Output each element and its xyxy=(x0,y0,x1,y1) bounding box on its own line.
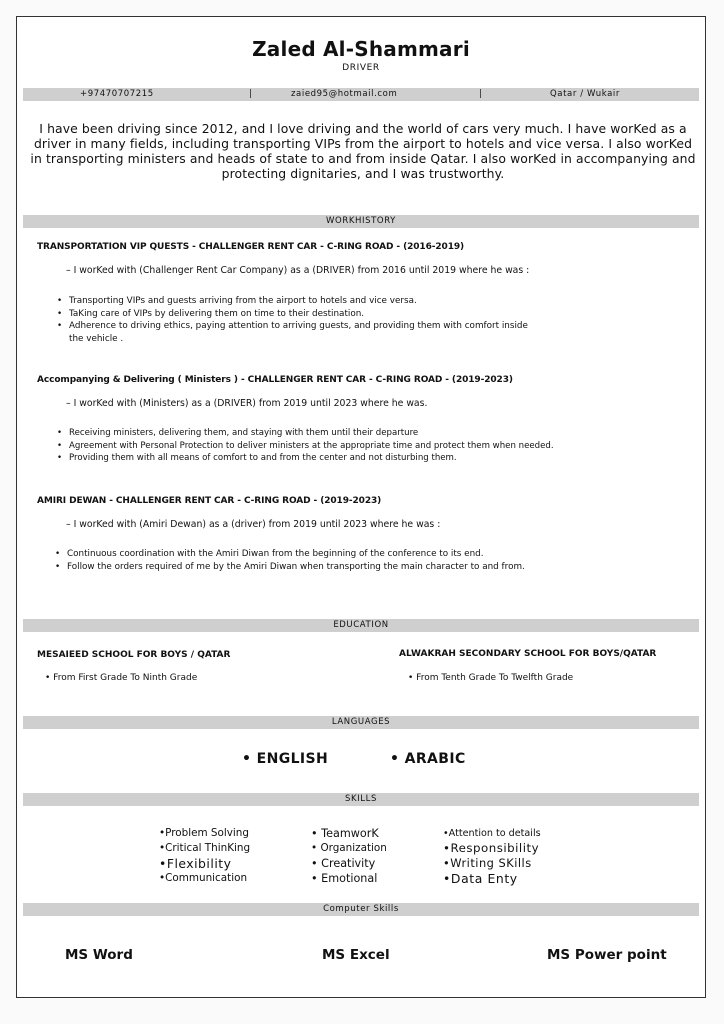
section-header-work-history: WORKHISTORY xyxy=(23,215,699,228)
skill-item: • Organization xyxy=(311,842,387,854)
resume-page xyxy=(16,16,706,998)
list-item: • Adherence to driving ethics, paying attention to arriving guests, and providing them with comfort inside the vehicle . xyxy=(57,320,537,345)
location: Qatar / Wukair xyxy=(550,89,620,99)
skill-item: •Communication xyxy=(159,872,248,884)
skill-label: Organization xyxy=(320,842,387,854)
skill-label: Writing SKills xyxy=(450,856,532,870)
computer-skill-word: MS Word xyxy=(65,947,133,963)
contact-separator-2: | xyxy=(479,89,483,99)
job-intro: – I worKed with (Amiri Dewan) as a (driver) from 2019 until 2023 where he was : xyxy=(66,519,441,530)
skill-item: • Creativity xyxy=(311,857,376,870)
job-bullets xyxy=(55,548,655,573)
list-item: • Providing them with all means of comfort to and from the center and not disturbing them. xyxy=(57,452,697,465)
section-header-education: EDUCATION xyxy=(23,619,699,632)
school-name: ALWAKRAH SECONDARY SCHOOL FOR BOYS/QATAR xyxy=(399,649,657,659)
skill-label: Data Enty xyxy=(450,871,518,886)
section-header-skills: SKILLS xyxy=(23,793,699,806)
list-item: • Receiving ministers, delivering them, and staying with them until their departure xyxy=(57,427,697,440)
list-item: • Continuous coordination with the Amiri Diwan from the beginning of the conference to its end. xyxy=(55,548,655,561)
language-label: ENGLISH xyxy=(256,751,329,767)
skill-item: • Emotional xyxy=(311,872,378,885)
job-bullets xyxy=(57,295,537,345)
skill-item: •Writing SKills xyxy=(443,856,532,870)
contact-separator-1: | xyxy=(249,89,253,99)
education-detail-text: From Tenth Grade To Twelfth Grade xyxy=(416,673,574,683)
skills-column-3 xyxy=(443,826,541,886)
skill-label: TeamworK xyxy=(321,827,379,840)
computer-skill-excel: MS Excel xyxy=(322,947,390,963)
skills-column-1 xyxy=(159,826,250,886)
skill-item: •Critical ThinKing xyxy=(159,842,251,854)
job-bullets xyxy=(57,427,697,465)
job-title: AMIRI DEWAN - CHALLENGER RENT CAR - C-RING ROAD - (2019-2023) xyxy=(37,496,382,506)
skill-label: Flexibility xyxy=(166,856,232,871)
job-intro: – I worKed with (Ministers) as a (DRIVER) from 2019 until 2023 where he was. xyxy=(66,398,428,409)
list-item: • Transporting VIPs and guests arriving from the airport to hotels and vice versa. xyxy=(57,295,537,308)
profile-summary: I have been driving since 2012, and I love driving and the world of cars very much. I have worKed as a driver in many fields, including transporting VIPs from the airport to hotels and vice versa. I also worKed in transporting ministers and heads of state to and from inside Qatar. I also worKed in accompanying and protecting dignitaries, and I was trustworthy. xyxy=(30,121,696,181)
computer-skill-powerpoint: MS Power point xyxy=(547,947,667,963)
skill-item: •Attention to details xyxy=(443,828,541,839)
skill-label: Responsibility xyxy=(450,841,540,855)
skills-column-2 xyxy=(311,826,387,886)
job-title: Accompanying & Delivering ( Ministers ) - CHALLENGER RENT CAR - C-RING ROAD - (2019-2023) xyxy=(37,375,513,385)
skill-item: •Data Enty xyxy=(443,871,518,886)
contact-bar xyxy=(23,88,699,101)
list-item: • TaKing care of VIPs by delivering them on time to their destination. xyxy=(57,308,537,321)
section-header-languages: LANGUAGES xyxy=(23,716,699,729)
skill-label: Creativity xyxy=(321,857,376,870)
candidate-role: DRIVER xyxy=(342,63,380,73)
skill-label: Attention to details xyxy=(448,828,541,839)
list-item: • Agreement with Personal Protection to deliver ministers at the appropriate time and protect them when needed. xyxy=(57,440,697,453)
skill-item: •Problem Solving xyxy=(159,827,249,839)
phone-number: +97470707215 xyxy=(80,89,154,99)
list-item: • Follow the orders required of me by the Amiri Diwan when transporting the main character to and from. xyxy=(55,561,655,574)
language-arabic: • ARABIC xyxy=(390,751,466,767)
email-address: zaied95@hotmail.com xyxy=(291,89,398,99)
school-name: MESAIEED SCHOOL FOR BOYS / QATAR xyxy=(37,650,231,660)
language-label: ARABIC xyxy=(404,751,466,767)
job-title: TRANSPORTATION VIP QUESTS - CHALLENGER RENT CAR - C-RING ROAD - (2016-2019) xyxy=(37,242,465,252)
section-header-computer-skills: Computer Skills xyxy=(23,903,699,916)
skill-label: Problem Solving xyxy=(165,827,249,839)
skill-item: • TeamworK xyxy=(311,827,379,840)
skill-label: Communication xyxy=(165,872,248,884)
education-detail: • From Tenth Grade To Twelfth Grade xyxy=(408,673,574,683)
education-detail-text: From First Grade To Ninth Grade xyxy=(53,673,198,683)
language-english: • ENGLISH xyxy=(242,751,329,767)
skill-label: Critical ThinKing xyxy=(165,842,251,854)
skill-item: •Responsibility xyxy=(443,841,540,855)
job-intro: – I worKed with (Challenger Rent Car Company) as a (DRIVER) from 2016 until 2019 where he was : xyxy=(66,265,530,276)
candidate-name: Zaled Al-Shammari xyxy=(252,37,470,61)
skill-item: •Flexibility xyxy=(159,856,232,871)
education-detail: • From First Grade To Ninth Grade xyxy=(45,673,198,683)
skill-label: Emotional xyxy=(321,872,378,885)
